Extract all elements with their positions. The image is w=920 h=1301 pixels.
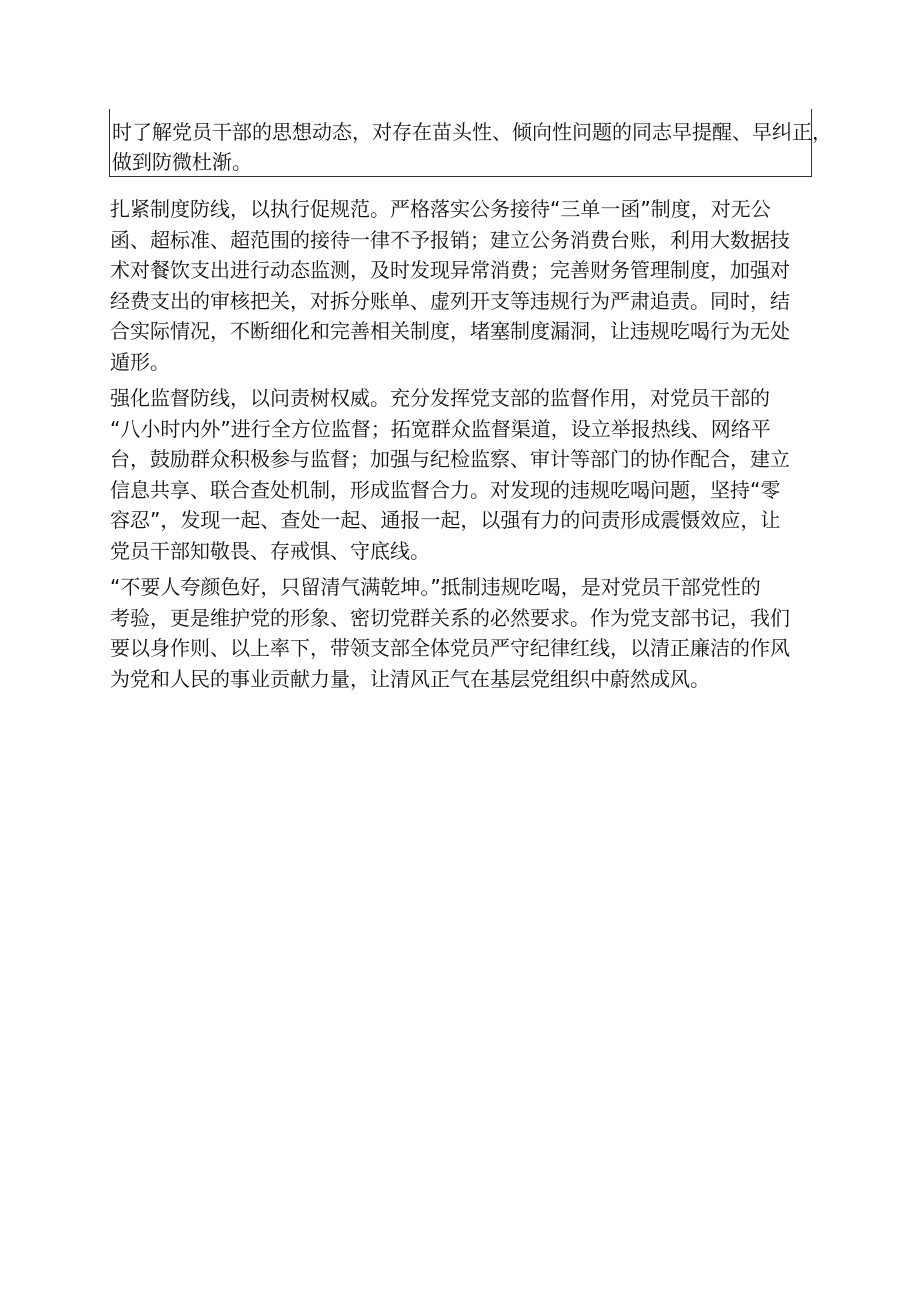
text-line: 经费支出的审核把关，对拆分账单、虚列开支等违规行为严肃追责。同时，结 bbox=[110, 288, 790, 313]
text-line: 函、超标准、超范围的接待一律不予报销；建立公务消费台账，利用大数据技 bbox=[110, 227, 790, 252]
text-line: “八小时内外”进行全方位监督；拓宽群众监督渠道，设立举报热线、网络平 bbox=[110, 416, 771, 441]
text-line: 台，鼓励群众积极参与监督；加强与纪检监察、审计等部门的协作配合，建立 bbox=[110, 447, 790, 471]
text-line: 扎紧制度防线，以执行促规范。严格落实公务接待“三单一函”制度，对无公 bbox=[110, 197, 771, 221]
text-line: “不要人夸颜色好，只留清气满乾坤。”抵制违规吃喝，是对党员干部党性的 bbox=[110, 575, 761, 599]
body-text bbox=[110, 194, 800, 700]
text-line: 强化监督防线，以问责树权威。充分发挥党支部的监督作用，对党员干部的 bbox=[110, 386, 770, 410]
text-line: 遁形。 bbox=[110, 349, 170, 374]
paragraph-conclusion bbox=[110, 572, 800, 694]
text-line: 合实际情况，不断细化和完善相关制度，堵塞制度漏洞，让违规吃喝行为无处 bbox=[110, 319, 790, 343]
paragraph-institution bbox=[110, 194, 800, 377]
paragraph-supervision bbox=[110, 383, 800, 566]
text-line: 时了解党员干部的思想动态，对存在苗头性、倾向性问题的同志早提醒、早纠正， bbox=[112, 120, 832, 144]
boxed-paragraph bbox=[109, 109, 832, 177]
text-line: 做到防微杜渐。 bbox=[112, 150, 252, 174]
text-line: 要以身作则、以上率下，带领支部全体党员严守纪律红线，以清正廉洁的作风 bbox=[110, 636, 790, 660]
text-line: 信息共享、联合查处机制，形成监督合力。对发现的违规吃喝问题，坚持“零 bbox=[110, 477, 781, 502]
text-line: 为党和人民的事业贡献力量，让清风正气在基层党组织中蔚然成风。 bbox=[110, 666, 710, 691]
text-line: 党员干部知敬畏、存戒惧、守底线。 bbox=[110, 538, 430, 563]
text-line: 容忍”，发现一起、查处一起、通报一起，以强有力的问责形成震慑效应，让 bbox=[110, 508, 781, 532]
text-line: 考验，更是维护党的形象、密切党群关系的必然要求。作为党支部书记，我们 bbox=[110, 605, 790, 630]
text-line: 术对餐饮支出进行动态监测，及时发现异常消费；完善财务管理制度，加强对 bbox=[110, 258, 790, 282]
